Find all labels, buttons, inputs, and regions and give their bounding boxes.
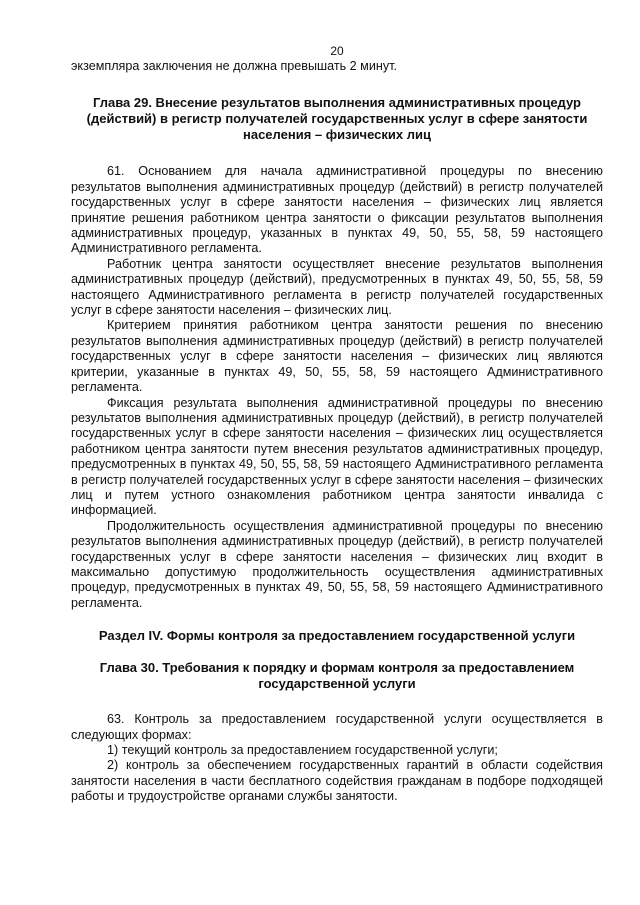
paragraph-duration: Продолжительность осуществления административной процедуры по внесению результатов выполнения административных процедур (действий), в регистр получателей государственных услуг в сфере занятости населения – физических лиц входит в максимально допустимую продолжительность осуществления административных процедур, предусмотренных в пунктах 49, 50, 55, 58, 59 настоящего Административного регламента.	[71, 518, 603, 610]
page-number: 20	[330, 44, 344, 58]
section-4-heading: Раздел IV. Формы контроля за предоставлением государственной услуги	[98, 628, 576, 644]
list-item-current-control: 1) текущий контроль за предоставлением государственной услуги;	[107, 743, 498, 757]
list-item-guarantees-control: 2) контроль за обеспечением государственных гарантий в области содействия занятости населения в части бесплатного содействия гражданам в подборе подходящей работы и трудоустройстве органами службы занятости.	[71, 758, 603, 804]
paragraph-fixation: Фиксация результата выполнения административной процедуры по внесению результатов выполнения административных процедур (действий), в регистр получателей государственных услуг в сфере занятости населения – физических лиц осуществляется работником центра занятости путем внесения результатов административных процедур, предусмотренных в пунктах 49, 50, 55, 58, 59 настоящего Административного регламента в регистр получателей государственных услуг в сфере занятости населения – физических лиц и путем устного ознакомления работником центра занятости инвалида с информацией.	[71, 395, 603, 518]
chapter-30-heading: Глава 30. Требования к порядку и формам контроля за предоставлением государственной услуги	[99, 660, 575, 692]
paragraph-61: 61. Основанием для начала административной процедуры по внесению результатов выполнения административных процедур (действий) в регистр получателей государственных услуг в сфере занятости населения – физических лиц является принятие решения работником центра занятости о фиксации результатов выполнения административных процедур, указанных в пунктах 49, 50, 55, 58, 59 настоящего Административного регламента.	[71, 164, 603, 256]
chapter-29-heading: Глава 29. Внесение результатов выполнения административных процедур (действий) в регистр получателей государственных услуг в сфере занятости населения – физических лиц	[86, 95, 588, 143]
continuation-text: экземпляра заключения не должна превышать 2 минут.	[71, 59, 397, 73]
paragraph-63: 63. Контроль за предоставлением государственной услуги осуществляется в следующих формах:	[71, 712, 603, 742]
paragraph-criteria: Критерием принятия работником центра занятости решения по внесению результатов выполнения административных процедур (действий) в регистр получателей государственных услуг в сфере занятости населения – физических лиц являются критерии, указанные в пунктах 49, 50, 55, 58, 59 настоящего Административного регламента.	[71, 318, 603, 395]
paragraph-worker-entry: Работник центра занятости осуществляет внесение результатов выполнения административных процедур (действий), предусмотренных в пунктах 49, 50, 55, 58, 59 настоящего Административного регламента в регистр получателей государственных услуг в сфере занятости населения – физических лиц.	[71, 256, 603, 318]
